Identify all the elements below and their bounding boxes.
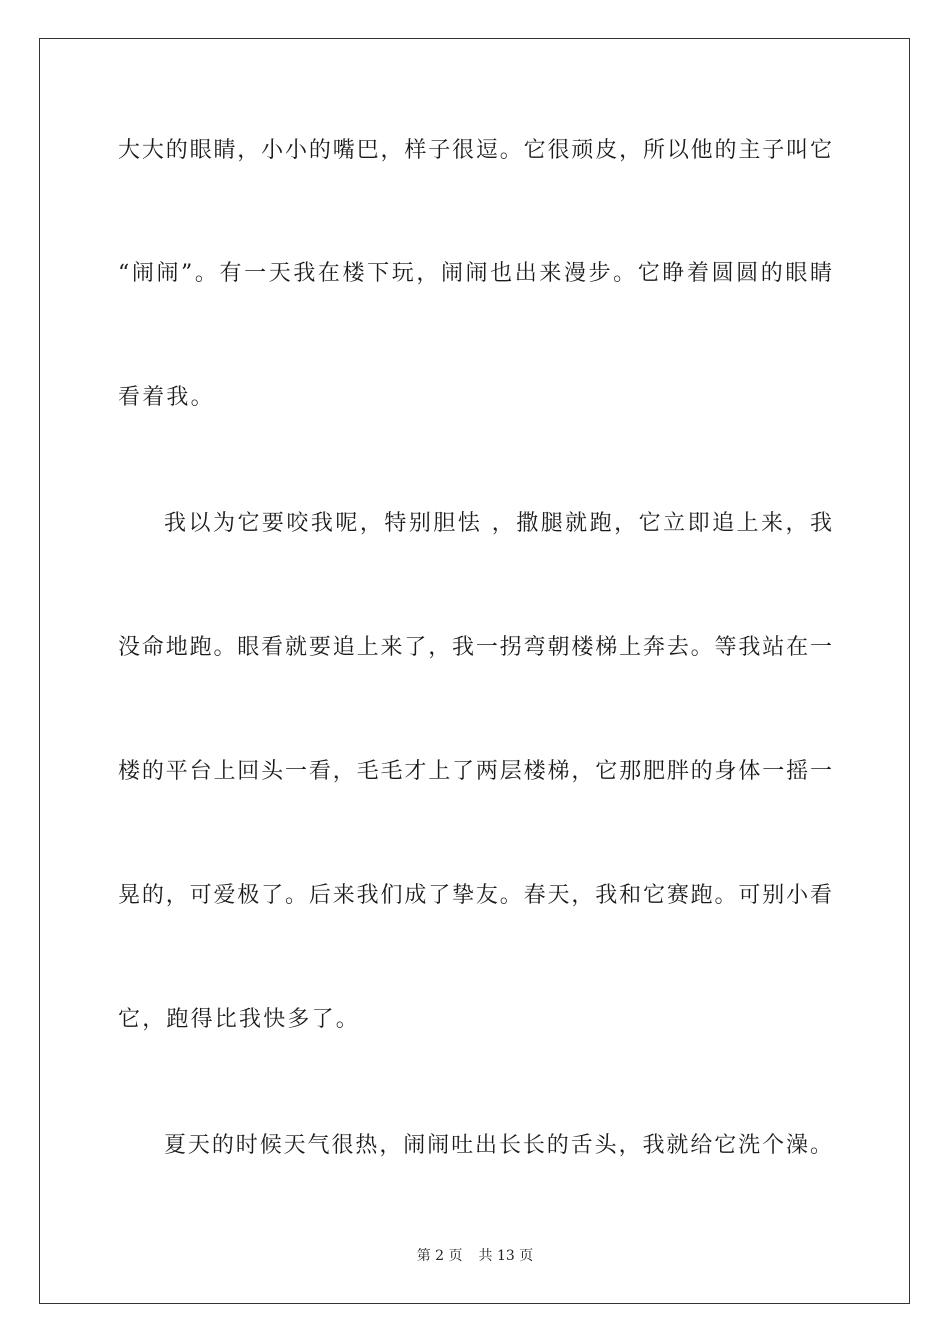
page-footer xyxy=(0,1247,950,1265)
text-line-6: 楼的平台上回头一看，毛毛才上了两层楼梯，它那肥胖的身体一摇一 xyxy=(118,759,832,784)
text-line-1: 大大的眼睛，小小的嘴巴，样子很逗。它很顽皮，所以他的主子叫它 xyxy=(118,138,832,163)
page-border xyxy=(39,38,910,1304)
page-number: 第 2 页 xyxy=(416,1248,463,1264)
text-line-4: 我以为它要咬我呢，特别胆怯 ，撒腿就跑，它立即追上来，我 xyxy=(164,511,832,536)
text-line-3: 看着我。 xyxy=(118,385,215,410)
text-line-7: 晃的，可爱极了。后来我们成了挚友。春天，我和它赛跑。可别小看 xyxy=(118,883,832,908)
text-line-9: 夏天的时候天气很热，闹闹吐出长长的舌头，我就给它洗个澡。 xyxy=(164,1133,832,1158)
text-line-5: 没命地跑。眼看就要追上来了，我一拐弯朝楼梯上奔去。等我站在一 xyxy=(118,635,832,660)
text-line-2: “闹闹”。有一天我在楼下玩，闹闹也出来漫步。它睁着圆圆的眼睛 xyxy=(118,261,832,286)
text-line-8: 它，跑得比我快多了。 xyxy=(118,1007,361,1032)
page-total: 共 13 页 xyxy=(478,1248,534,1264)
